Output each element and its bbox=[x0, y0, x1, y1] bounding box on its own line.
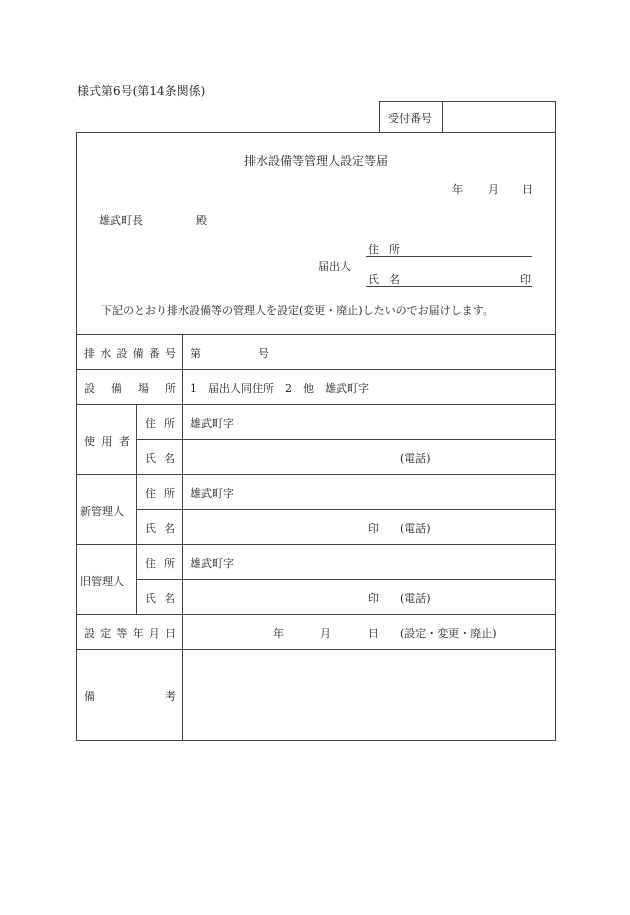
new-manager-address-value[interactable]: 雄武町字 bbox=[190, 487, 234, 500]
applicant-label: 届出人 bbox=[318, 260, 351, 273]
setting-type-options[interactable]: (設定・変更・廃止) bbox=[400, 627, 497, 640]
old-manager-label: 旧管理人 bbox=[80, 575, 124, 588]
user-address-label: 住 所 bbox=[145, 417, 175, 430]
statement-text: 下記のとおり排水設備等の管理人を設定(変更・廃止)したいのでお届けします。 bbox=[101, 304, 494, 317]
user-name-field[interactable] bbox=[184, 441, 394, 472]
facility-number-suffix: 号 bbox=[258, 347, 269, 360]
old-manager-address-label: 住 所 bbox=[145, 557, 175, 570]
old-manager-address-value[interactable]: 雄武町字 bbox=[190, 557, 234, 570]
old-manager-name-field[interactable] bbox=[184, 581, 360, 612]
user-label: 使 用 者 bbox=[84, 435, 130, 448]
new-manager-label: 新管理人 bbox=[80, 505, 124, 518]
date-year-label: 年 bbox=[452, 183, 463, 196]
recipient-name: 雄武町長 bbox=[99, 214, 143, 227]
old-manager-name-label: 氏 名 bbox=[145, 592, 175, 605]
user-phone-label: (電話) bbox=[400, 452, 431, 465]
old-manager-seal: 印 bbox=[368, 592, 379, 605]
setting-date-label: 設 定 等 年 月 日 bbox=[84, 627, 176, 640]
receipt-number-label: 受付番号 bbox=[388, 112, 432, 125]
new-manager-name-label: 氏 名 bbox=[145, 522, 175, 535]
form-title: 排水設備等管理人設定等届 bbox=[243, 154, 388, 168]
applicant-address-line[interactable] bbox=[366, 256, 532, 257]
applicant-seal: 印 bbox=[520, 273, 531, 286]
applicant-name-label: 氏 名 bbox=[368, 273, 400, 286]
facility-location-value[interactable]: 1 届出人同住所 2 他 雄武町字 bbox=[190, 382, 369, 395]
user-name-label: 氏 名 bbox=[145, 452, 175, 465]
applicant-name-line[interactable] bbox=[366, 286, 532, 287]
user-address-value[interactable]: 雄武町字 bbox=[190, 417, 234, 430]
new-manager-phone-label: (電話) bbox=[400, 522, 431, 535]
remarks-field[interactable] bbox=[184, 651, 554, 739]
new-manager-seal: 印 bbox=[368, 522, 379, 535]
date-month-label: 月 bbox=[488, 183, 499, 196]
facility-number-field[interactable] bbox=[204, 336, 252, 366]
facility-number-label: 排 水 設 備 番 号 bbox=[84, 347, 176, 360]
remarks-label: 備 考 bbox=[84, 690, 176, 703]
form-number: 様式第6号(第14条関係) bbox=[77, 84, 206, 98]
applicant-address-label: 住 所 bbox=[368, 243, 400, 256]
new-manager-name-field[interactable] bbox=[184, 511, 360, 542]
setting-date-year: 年 bbox=[273, 627, 284, 640]
setting-date-day: 日 bbox=[368, 627, 379, 640]
setting-date-month: 月 bbox=[320, 627, 331, 640]
receipt-number-field[interactable] bbox=[444, 102, 554, 132]
facility-location-label: 設 備 場 所 bbox=[84, 382, 176, 395]
recipient-honorific: 殿 bbox=[196, 214, 207, 227]
facility-number-prefix: 第 bbox=[190, 347, 201, 360]
new-manager-address-label: 住 所 bbox=[145, 487, 175, 500]
date-day-label: 日 bbox=[522, 183, 533, 196]
old-manager-phone-label: (電話) bbox=[400, 592, 431, 605]
